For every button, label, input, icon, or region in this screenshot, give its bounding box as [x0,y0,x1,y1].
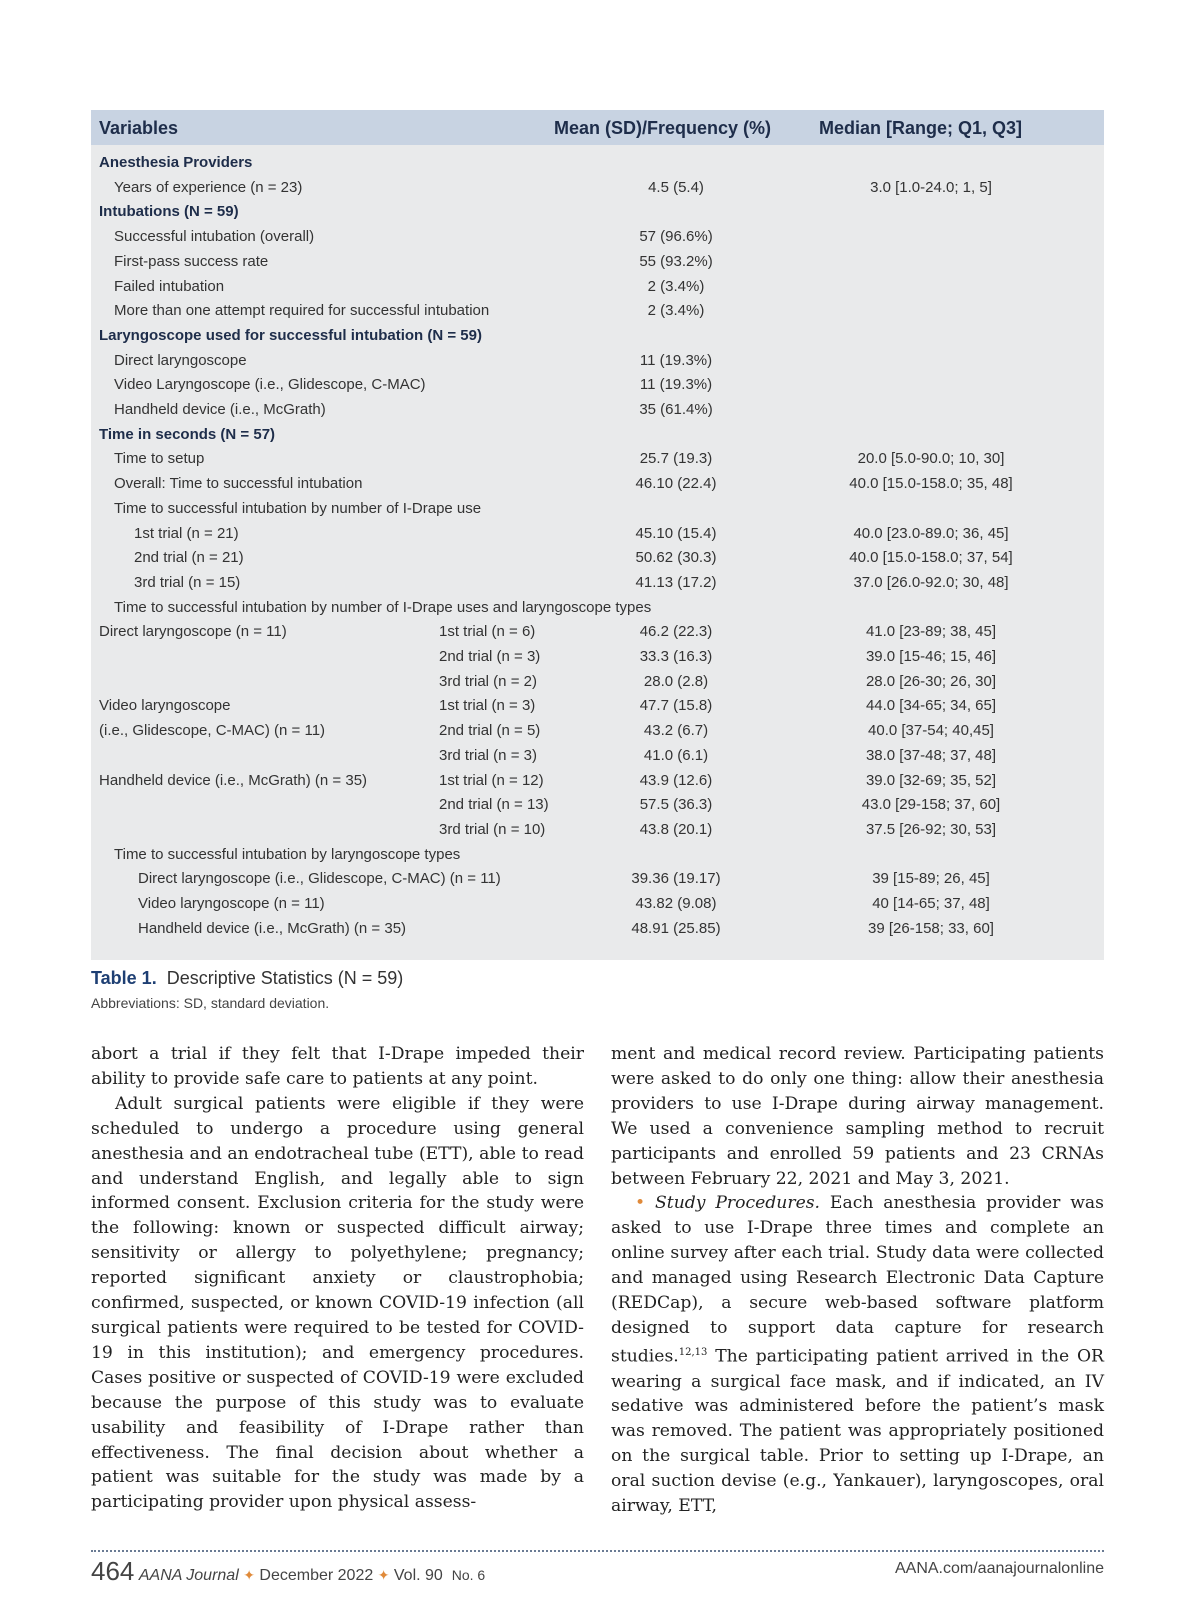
row-label: Direct laryngoscope (i.e., Glidescope, C-MAC) (n = 11) [138,870,501,888]
page-number: 464 [91,1556,135,1586]
table-row [91,226,1104,250]
row-mean: 46.2 (22.3) [639,623,713,641]
separator-icon: ✦ [243,1567,255,1583]
row-median: 40.0 [37-54; 40,45] [868,722,994,740]
row-median: 40.0 [15.0-158.0; 35, 48] [849,475,1013,493]
row-mean: 2 (3.4%) [647,302,705,320]
journal-url: AANA.com/aanajournalonline [894,1560,1104,1577]
table-row [91,300,1104,324]
row-mean: 41.13 (17.2) [635,573,717,591]
footer-divider [91,1550,1104,1552]
row-mean: 4.5 (5.4) [648,178,704,196]
row-label: 1st trial (n = 21) [134,524,239,542]
issue-date: December 2022 [259,1567,374,1584]
row-label: Time in seconds (N = 57) [99,425,276,443]
row-mean: 2 (3.4%) [647,277,705,295]
row-mean: 46.10 (22.4) [635,475,717,493]
row-label: Direct laryngoscope (n = 11) [99,623,287,641]
header-median-range: Median [Range; Q1, Q3] [819,118,1023,138]
row-label: More than one attempt required for successful intubation [114,302,490,320]
row-label: Video Laryngoscope (i.e., Glidescope, C-MAC) [114,376,426,394]
table-section-row [91,424,1104,448]
issue-number: No. 6 [451,1567,486,1583]
row-mean: 45.10 (15.4) [635,524,717,542]
row-label: First-pass success rate [114,252,269,270]
row-mean: 11 (19.3%) [639,376,713,394]
row-trial: 2nd trial (n = 3) [439,648,541,665]
row-median: 39.0 [32-69; 35, 52] [865,771,997,789]
row-median: 20.0 [5.0-90.0; 10, 30] [857,450,1005,468]
bullet-icon: • [635,1193,646,1214]
table-row [91,671,1104,695]
row-median: 39 [15-89; 26, 45] [872,870,990,888]
table-row [91,720,1104,744]
paragraph: ment and medical record review. Participating patients were asked to do only one thing: allow their anesthesia providers to use I-Drape during airway management. We used a convenience sampling method to recruit participants and enrolled 59 patients and 23 CRNAs between February 22, 2021 and May 3, 2021. [611,1044,1104,1189]
row-mean: 43.82 (9.08) [635,895,717,912]
row-label: Handheld device (i.e., McGrath) (n = 35) [99,771,368,789]
table-row [91,893,1104,917]
row-label: 2nd trial (n = 21) [134,549,244,567]
row-median: 38.0 [37-48; 37, 48] [865,746,997,764]
table-row [91,374,1104,398]
footer-left [91,1556,485,1587]
row-trial: 1st trial (n = 12) [439,771,544,789]
row-mean: 43.9 (12.6) [639,771,713,789]
row-label: Time to setup [114,450,205,468]
row-label: 3rd trial (n = 15) [134,573,241,591]
paragraph: abort a trial if they felt that I-Drape impeded their ability to provide safe care to patients at any point. [91,1044,584,1089]
table-row [91,473,1104,497]
row-median: 37.5 [26-92; 30, 53] [865,820,997,838]
row-mean: 28.0 (2.8) [643,672,709,690]
table-row [91,646,1104,670]
citation: 12,13 [678,1346,708,1358]
row-median: 3.0 [1.0-24.0; 1, 5] [870,178,992,196]
table-caption [91,968,403,989]
header-variables: Variables [99,118,179,138]
table-row [91,523,1104,547]
table-row [91,572,1104,596]
row-label: Time to successful intubation by number of I-Drape use [114,499,482,517]
table-section-row [91,325,1104,349]
row-label: Time to successful intubation by laryngoscope types [114,845,461,863]
table-caption-label: Table 1. [91,968,157,988]
row-mean: 43.8 (20.1) [639,820,713,838]
row-label: Direct laryngoscope [114,351,247,369]
table-row [91,745,1104,769]
table-row [91,597,1104,621]
table-row [91,794,1104,818]
row-median: 43.0 [29-158; 37, 60] [861,796,1001,814]
row-mean: 43.2 (6.7) [643,722,709,740]
descriptive-statistics-table [91,110,1104,960]
row-label: Handheld device (i.e., McGrath) (n = 35) [138,919,407,937]
table-abbreviations: Abbreviations: SD, standard deviation. [91,995,330,1011]
row-mean: 48.91 (25.85) [631,919,721,937]
table-row [91,621,1104,645]
row-trial: 3rd trial (n = 3) [439,746,537,764]
paragraph-study-procedures [611,1191,1104,1519]
row-label: Successful intubation (overall) [114,228,315,246]
row-label: Overall: Time to successful intubation [114,475,363,493]
section-heading: Study Procedures. [655,1193,821,1214]
row-mean: 47.7 (15.8) [639,697,713,715]
row-label: Failed intubation [114,277,225,295]
row-label: Years of experience (n = 23) [114,178,303,196]
row-median: 39 [26-158; 33, 60] [868,919,994,937]
row-median: 44.0 [34-65; 34, 65] [865,697,997,715]
table-row [91,844,1104,868]
row-label: Intubations (N = 59) [99,203,239,221]
row-trial: 3rd trial (n = 10) [439,820,546,838]
body-column-right [611,1042,1104,1519]
table-row [91,819,1104,843]
separator-icon: ✦ [377,1567,390,1583]
table-row [91,498,1104,522]
table-row [91,918,1104,942]
table-row [91,868,1104,892]
table-row [91,276,1104,300]
row-trial: 1st trial (n = 6) [439,623,536,641]
row-label: Handheld device (i.e., McGrath) [114,401,326,418]
journal-name: AANA Journal [138,1567,239,1584]
table-row [91,695,1104,719]
row-trial: 3rd trial (n = 2) [439,672,537,690]
row-median: 28.0 [26-30; 26, 30] [865,672,997,690]
paragraph-text: Each anesthesia provider was asked to use I-Drape three times and complete an online survey after each trial. Study data were collected and managed using Research Electronic Data Capture (REDCap), a secure web-based software platform designed to support data capture for research studies. [611,1193,1104,1367]
row-mean: 11 (19.3%) [639,351,713,369]
row-label: Laryngoscope used for successful intubation (N = 59) [99,326,482,344]
row-label: Anesthesia Providers [99,154,253,171]
row-trial: 1st trial (n = 3) [439,697,536,715]
row-median: 40.0 [23.0-89.0; 36, 45] [853,524,1009,542]
row-median: 39.0 [15-46; 15, 46] [865,648,997,665]
row-mean: 33.3 (16.3) [639,648,713,665]
row-mean: 57.5 (36.3) [639,796,713,814]
row-label: Video laryngoscope [99,697,231,715]
table-row [91,770,1104,794]
row-median: 40 [14-65; 37, 48] [872,895,990,912]
table-row [91,547,1104,571]
row-median: 40.0 [15.0-158.0; 37, 54] [849,549,1013,567]
table-header-row [91,110,1104,145]
row-trial: 2nd trial (n = 5) [439,722,541,740]
row-mean: 25.7 (19.3) [639,450,713,468]
row-mean: 57 (96.6%) [639,228,713,246]
paragraph: Adult surgical patients were eligible if they were scheduled to undergo a procedure using general anesthesia and an endotracheal tube (ETT), able to read and understand English, and legally able to sign informed consent. Exclusion criteria for the study were the following: known or suspected difficult airway; sensitivity or allergy to polyethylene; pregnancy; reported significant anxiety or claustrophobia; confirmed, suspected, or known COVID-19 infection (all surgical patients were required to be tested for COVID-19 in this institution); and emergency procedures. Cases positive or suspected of COVID-19 were excluded because the purpose of this study was to evaluate usability and feasibility of I-Drape rather than effectiveness. The final decision about whether a patient was suitable for the study was made by a participating provider upon physical assess- [91,1093,584,1513]
paragraph-text: The participating patient arrived in the OR wearing a surgical face mask, and if indicated, an IV sedative was administered before the patient’s mask was removed. The patient was appropriately positioned on the surgical table. Prior to setting up I-Drape, an oral suction devise (e.g., Yankauer), laryngoscopes, oral airway, ETT, [611,1346,1104,1517]
volume: Vol. 90 [393,1567,443,1584]
row-label: (i.e., Glidescope, C-MAC) (n = 11) [99,722,326,740]
table-caption-text: Descriptive Statistics (N = 59) [166,968,404,988]
table-row [91,448,1104,472]
header-mean-frequency: Mean (SD)/Frequency (%) [554,118,772,138]
row-trial: 2nd trial (n = 13) [439,796,549,814]
row-mean: 55 (93.2%) [639,252,713,270]
row-mean: 35 (61.4%) [639,401,713,418]
table-section-row [91,152,1104,176]
row-label: Time to successful intubation by number of I-Drape uses and laryngoscope types [114,598,652,616]
body-column-left [91,1042,584,1515]
row-mean: 41.0 (6.1) [643,746,709,764]
row-label: Video laryngoscope (n = 11) [138,895,325,912]
table-row [91,350,1104,374]
table-row [91,251,1104,275]
row-mean: 50.62 (30.3) [635,549,717,567]
table-row [91,399,1104,423]
row-mean: 39.36 (19.17) [631,870,721,888]
row-median: 37.0 [26.0-92.0; 30, 48] [853,573,1009,591]
table-section-row [91,201,1104,225]
row-median: 41.0 [23-89; 38, 45] [865,623,997,641]
table-row [91,177,1104,201]
